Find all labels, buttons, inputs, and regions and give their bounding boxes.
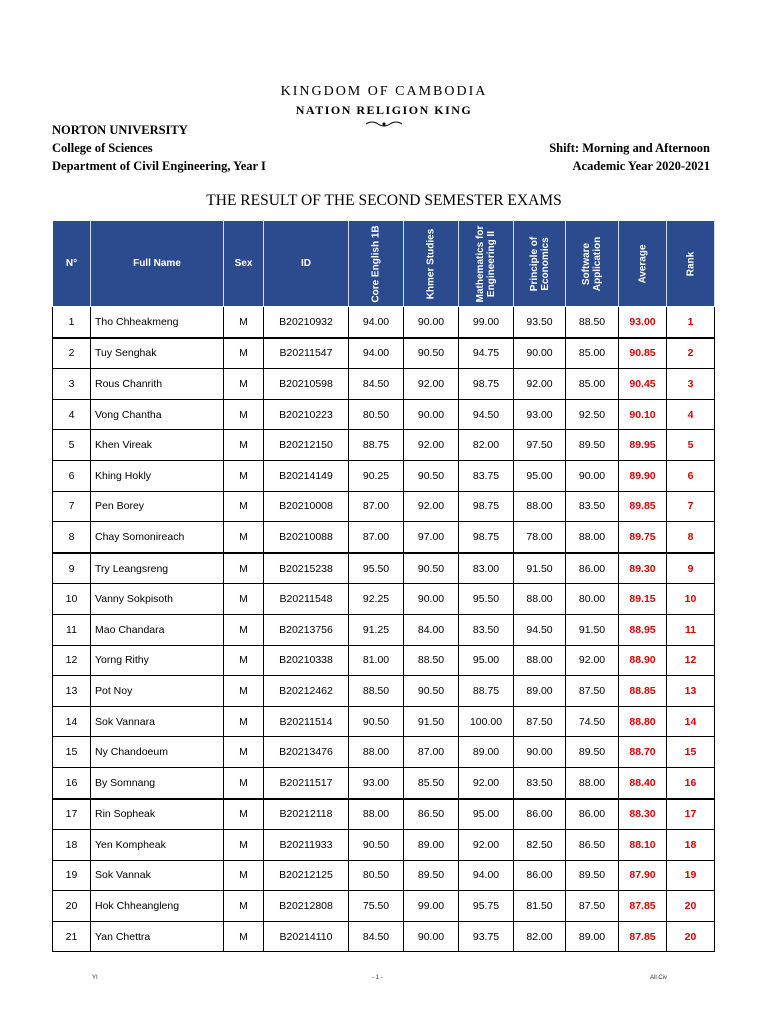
score-english: 88.00 <box>349 799 404 830</box>
average: 88.30 <box>619 799 667 830</box>
student-name: Vong Chantha <box>91 399 224 430</box>
score-english: 75.50 <box>349 891 404 922</box>
student-name: By Somnang <box>91 767 224 798</box>
score-economics: 82.00 <box>514 921 566 952</box>
score-software: 83.50 <box>566 491 619 522</box>
score-english: 88.75 <box>349 430 404 461</box>
kingdom-heading: KINGDOM OF CAMBODIA <box>280 84 488 99</box>
row-number: 3 <box>53 369 91 400</box>
score-economics: 95.00 <box>514 460 566 491</box>
student-name: Tho Chheakmeng <box>91 307 224 338</box>
row-number: 4 <box>53 399 91 430</box>
score-economics: 86.00 <box>514 799 566 830</box>
sex: M <box>224 799 264 830</box>
score-khmer: 90.00 <box>404 584 459 615</box>
score-economics: 88.00 <box>514 491 566 522</box>
score-english: 90.25 <box>349 460 404 491</box>
score-economics: 88.00 <box>514 584 566 615</box>
score-math: 88.75 <box>459 676 514 707</box>
student-id: B20210598 <box>264 369 349 400</box>
score-khmer: 90.50 <box>404 553 459 584</box>
average: 90.10 <box>619 399 667 430</box>
rank: 3 <box>667 369 715 400</box>
score-software: 85.00 <box>566 369 619 400</box>
score-khmer: 90.00 <box>404 921 459 952</box>
score-economics: 88.00 <box>514 645 566 676</box>
student-name: Mao Chandara <box>91 614 224 645</box>
score-math: 95.75 <box>459 891 514 922</box>
score-software: 86.00 <box>566 553 619 584</box>
rank: 17 <box>667 799 715 830</box>
table-row <box>53 830 715 861</box>
score-economics: 90.00 <box>514 338 566 369</box>
table-row <box>53 553 715 584</box>
score-math: 98.75 <box>459 369 514 400</box>
score-economics: 82.50 <box>514 830 566 861</box>
sex: M <box>224 830 264 861</box>
rank: 15 <box>667 737 715 768</box>
page-number: - 1 - <box>372 975 383 981</box>
average: 88.40 <box>619 767 667 798</box>
score-khmer: 84.00 <box>404 614 459 645</box>
score-english: 88.00 <box>349 737 404 768</box>
student-name: Sok Vannak <box>91 860 224 891</box>
row-number: 17 <box>53 799 91 830</box>
score-math: 94.50 <box>459 399 514 430</box>
average: 87.85 <box>619 921 667 952</box>
col-header-economics: Principle of Economics <box>514 221 566 307</box>
student-name: Sok Vannara <box>91 706 224 737</box>
average: 88.80 <box>619 706 667 737</box>
rank: 13 <box>667 676 715 707</box>
table-row <box>53 921 715 952</box>
score-economics: 90.00 <box>514 737 566 768</box>
student-id: B20212462 <box>264 676 349 707</box>
table-row <box>53 430 715 461</box>
academic-year: Academic Year 2020-2021 <box>572 159 710 173</box>
col-header-rank: Rank <box>667 221 715 307</box>
row-number: 2 <box>53 338 91 369</box>
student-id: B20210223 <box>264 399 349 430</box>
shift-label: Shift: Morning and Afternoon <box>549 141 710 155</box>
table-row <box>53 460 715 491</box>
average: 90.85 <box>619 338 667 369</box>
score-software: 88.00 <box>566 767 619 798</box>
col-header-no: N° <box>53 221 91 307</box>
score-software: 87.50 <box>566 676 619 707</box>
sex: M <box>224 307 264 338</box>
score-economics: 93.50 <box>514 307 566 338</box>
score-software: 89.50 <box>566 860 619 891</box>
score-software: 92.00 <box>566 645 619 676</box>
rank: 16 <box>667 767 715 798</box>
row-number: 6 <box>53 460 91 491</box>
score-software: 92.50 <box>566 399 619 430</box>
score-economics: 81.50 <box>514 891 566 922</box>
rank: 7 <box>667 491 715 522</box>
score-khmer: 89.00 <box>404 830 459 861</box>
score-math: 95.00 <box>459 799 514 830</box>
average: 88.85 <box>619 676 667 707</box>
score-khmer: 92.00 <box>404 430 459 461</box>
rank: 1 <box>667 307 715 338</box>
score-khmer: 99.00 <box>404 891 459 922</box>
score-khmer: 90.50 <box>404 676 459 707</box>
student-id: B20210088 <box>264 522 349 553</box>
table-row <box>53 737 715 768</box>
sex: M <box>224 614 264 645</box>
score-english: 94.00 <box>349 307 404 338</box>
student-id: B20212808 <box>264 891 349 922</box>
row-number: 12 <box>53 645 91 676</box>
student-name: Ny Chandoeum <box>91 737 224 768</box>
row-number: 18 <box>53 830 91 861</box>
sex: M <box>224 430 264 461</box>
score-math: 83.00 <box>459 553 514 584</box>
motto-heading: NATION RELIGION KING <box>295 103 473 117</box>
score-economics: 93.00 <box>514 399 566 430</box>
score-software: 89.00 <box>566 921 619 952</box>
score-math: 92.00 <box>459 767 514 798</box>
score-english: 94.00 <box>349 338 404 369</box>
sex: M <box>224 706 264 737</box>
rank: 20 <box>667 921 715 952</box>
score-khmer: 88.50 <box>404 645 459 676</box>
table-row <box>53 614 715 645</box>
score-math: 98.75 <box>459 522 514 553</box>
average: 89.90 <box>619 460 667 491</box>
col-header-software: Software Application <box>566 221 619 307</box>
sex: M <box>224 553 264 584</box>
score-software: 91.50 <box>566 614 619 645</box>
score-software: 80.00 <box>566 584 619 615</box>
sex: M <box>224 767 264 798</box>
score-english: 95.50 <box>349 553 404 584</box>
rank: 11 <box>667 614 715 645</box>
score-math: 94.75 <box>459 338 514 369</box>
sex: M <box>224 338 264 369</box>
score-khmer: 90.00 <box>404 399 459 430</box>
table-row <box>53 706 715 737</box>
score-khmer: 97.00 <box>404 522 459 553</box>
student-id: B20212118 <box>264 799 349 830</box>
score-economics: 94.50 <box>514 614 566 645</box>
score-khmer: 91.50 <box>404 706 459 737</box>
score-software: 74.50 <box>566 706 619 737</box>
score-math: 89.00 <box>459 737 514 768</box>
score-english: 81.00 <box>349 645 404 676</box>
row-number: 1 <box>53 307 91 338</box>
rank: 20 <box>667 891 715 922</box>
student-name: Yan Chettra <box>91 921 224 952</box>
student-name: Rin Sopheak <box>91 799 224 830</box>
col-header-id: ID <box>264 221 349 307</box>
student-name: Yorng Rithy <box>91 645 224 676</box>
student-name: Pot Noy <box>91 676 224 707</box>
sex: M <box>224 460 264 491</box>
student-id: B20212125 <box>264 860 349 891</box>
rank: 9 <box>667 553 715 584</box>
score-software: 89.50 <box>566 430 619 461</box>
score-khmer: 86.50 <box>404 799 459 830</box>
average: 87.90 <box>619 860 667 891</box>
rank: 6 <box>667 460 715 491</box>
rank: 10 <box>667 584 715 615</box>
table-row <box>53 799 715 830</box>
student-name: Rous Chanrith <box>91 369 224 400</box>
rank: 5 <box>667 430 715 461</box>
score-khmer: 90.00 <box>404 307 459 338</box>
table-row <box>53 369 715 400</box>
student-id: B20214110 <box>264 921 349 952</box>
sex: M <box>224 921 264 952</box>
student-id: B20210338 <box>264 645 349 676</box>
score-english: 87.00 <box>349 491 404 522</box>
average: 88.10 <box>619 830 667 861</box>
table-row <box>53 860 715 891</box>
score-english: 93.00 <box>349 767 404 798</box>
score-economics: 83.50 <box>514 767 566 798</box>
score-software: 86.00 <box>566 799 619 830</box>
rank: 18 <box>667 830 715 861</box>
table-row <box>53 338 715 369</box>
col-header-average: Average <box>619 221 667 307</box>
average: 87.85 <box>619 891 667 922</box>
row-number: 20 <box>53 891 91 922</box>
rank: 12 <box>667 645 715 676</box>
student-name: Tuy Senghak <box>91 338 224 369</box>
col-header-math: Mathematics for Engineering II <box>459 221 514 307</box>
student-name: Khing Hokly <box>91 460 224 491</box>
student-id: B20210008 <box>264 491 349 522</box>
average: 89.30 <box>619 553 667 584</box>
student-id: B20211548 <box>264 584 349 615</box>
student-id: B20210932 <box>264 307 349 338</box>
table-row <box>53 491 715 522</box>
score-math: 98.75 <box>459 491 514 522</box>
average: 88.90 <box>619 645 667 676</box>
department-name: Department of Civil Engineering, Year I <box>52 159 266 173</box>
table-row <box>53 645 715 676</box>
table-row <box>53 399 715 430</box>
col-header-khmer: Khmer Studies <box>404 221 459 307</box>
col-header-english: Core English 1B <box>349 221 404 307</box>
sex: M <box>224 491 264 522</box>
average: 88.95 <box>619 614 667 645</box>
score-english: 91.25 <box>349 614 404 645</box>
col-header-name: Full Name <box>91 221 224 307</box>
results-table <box>52 220 715 952</box>
average: 90.45 <box>619 369 667 400</box>
student-id: B20215238 <box>264 553 349 584</box>
sex: M <box>224 737 264 768</box>
score-economics: 78.00 <box>514 522 566 553</box>
student-name: Chay Somonireach <box>91 522 224 553</box>
average: 89.95 <box>619 430 667 461</box>
student-name: Khen Vireak <box>91 430 224 461</box>
sex: M <box>224 645 264 676</box>
row-number: 16 <box>53 767 91 798</box>
score-math: 99.00 <box>459 307 514 338</box>
table-row <box>53 891 715 922</box>
sex: M <box>224 891 264 922</box>
score-math: 83.50 <box>459 614 514 645</box>
row-number: 21 <box>53 921 91 952</box>
score-english: 90.50 <box>349 706 404 737</box>
score-khmer: 92.00 <box>404 491 459 522</box>
student-id: B20213476 <box>264 737 349 768</box>
student-id: B20212150 <box>264 430 349 461</box>
footer-left: YI <box>92 975 98 981</box>
student-name: Vanny Sokpisoth <box>91 584 224 615</box>
sex: M <box>224 860 264 891</box>
row-number: 10 <box>53 584 91 615</box>
score-english: 90.50 <box>349 830 404 861</box>
score-english: 80.50 <box>349 399 404 430</box>
student-id: B20211933 <box>264 830 349 861</box>
rank: 14 <box>667 706 715 737</box>
ornament-icon <box>364 119 404 129</box>
student-name: Try Leangsreng <box>91 553 224 584</box>
score-software: 87.50 <box>566 891 619 922</box>
score-economics: 97.50 <box>514 430 566 461</box>
row-number: 15 <box>53 737 91 768</box>
student-id: B20214149 <box>264 460 349 491</box>
sex: M <box>224 399 264 430</box>
row-number: 13 <box>53 676 91 707</box>
student-id: B20211517 <box>264 767 349 798</box>
score-economics: 92.00 <box>514 369 566 400</box>
score-math: 94.00 <box>459 860 514 891</box>
score-software: 89.50 <box>566 737 619 768</box>
score-math: 95.00 <box>459 645 514 676</box>
score-english: 87.00 <box>349 522 404 553</box>
rank: 2 <box>667 338 715 369</box>
university-name: NORTON UNIVERSITY <box>52 123 188 137</box>
score-english: 80.50 <box>349 860 404 891</box>
row-number: 14 <box>53 706 91 737</box>
sex: M <box>224 522 264 553</box>
score-khmer: 87.00 <box>404 737 459 768</box>
average: 88.70 <box>619 737 667 768</box>
table-row <box>53 522 715 553</box>
row-number: 19 <box>53 860 91 891</box>
score-khmer: 90.50 <box>404 338 459 369</box>
sex: M <box>224 584 264 615</box>
footer-right: All Civ <box>650 975 668 981</box>
average: 93.00 <box>619 307 667 338</box>
rank: 4 <box>667 399 715 430</box>
table-row <box>53 584 715 615</box>
student-name: Yen Kompheak <box>91 830 224 861</box>
average: 89.15 <box>619 584 667 615</box>
table-row <box>53 767 715 798</box>
sex: M <box>224 369 264 400</box>
score-khmer: 90.50 <box>404 460 459 491</box>
rank: 8 <box>667 522 715 553</box>
score-khmer: 89.50 <box>404 860 459 891</box>
row-number: 8 <box>53 522 91 553</box>
rank: 19 <box>667 860 715 891</box>
col-header-sex: Sex <box>224 221 264 307</box>
score-english: 84.50 <box>349 921 404 952</box>
table-header-row <box>53 221 715 307</box>
student-name: Hok Chheangleng <box>91 891 224 922</box>
score-software: 85.00 <box>566 338 619 369</box>
row-number: 11 <box>53 614 91 645</box>
score-math: 93.75 <box>459 921 514 952</box>
score-math: 83.75 <box>459 460 514 491</box>
table-row <box>53 676 715 707</box>
college-name: College of Sciences <box>52 141 153 155</box>
score-software: 88.00 <box>566 522 619 553</box>
sex: M <box>224 676 264 707</box>
score-economics: 91.50 <box>514 553 566 584</box>
score-english: 84.50 <box>349 369 404 400</box>
row-number: 7 <box>53 491 91 522</box>
table-row <box>53 307 715 338</box>
student-id: B20211547 <box>264 338 349 369</box>
student-id: B20211514 <box>264 706 349 737</box>
score-math: 100.00 <box>459 706 514 737</box>
score-math: 82.00 <box>459 430 514 461</box>
score-economics: 87.50 <box>514 706 566 737</box>
score-economics: 89.00 <box>514 676 566 707</box>
score-math: 95.50 <box>459 584 514 615</box>
score-english: 92.25 <box>349 584 404 615</box>
page-title: THE RESULT OF THE SECOND SEMESTER EXAMS <box>206 192 562 209</box>
average: 89.85 <box>619 491 667 522</box>
row-number: 9 <box>53 553 91 584</box>
score-software: 86.50 <box>566 830 619 861</box>
score-software: 90.00 <box>566 460 619 491</box>
row-number: 5 <box>53 430 91 461</box>
score-english: 88.50 <box>349 676 404 707</box>
score-math: 92.00 <box>459 830 514 861</box>
score-software: 88.50 <box>566 307 619 338</box>
student-name: Pen Borey <box>91 491 224 522</box>
score-khmer: 85.50 <box>404 767 459 798</box>
student-id: B20213756 <box>264 614 349 645</box>
score-khmer: 92.00 <box>404 369 459 400</box>
average: 89.75 <box>619 522 667 553</box>
score-economics: 86.00 <box>514 860 566 891</box>
